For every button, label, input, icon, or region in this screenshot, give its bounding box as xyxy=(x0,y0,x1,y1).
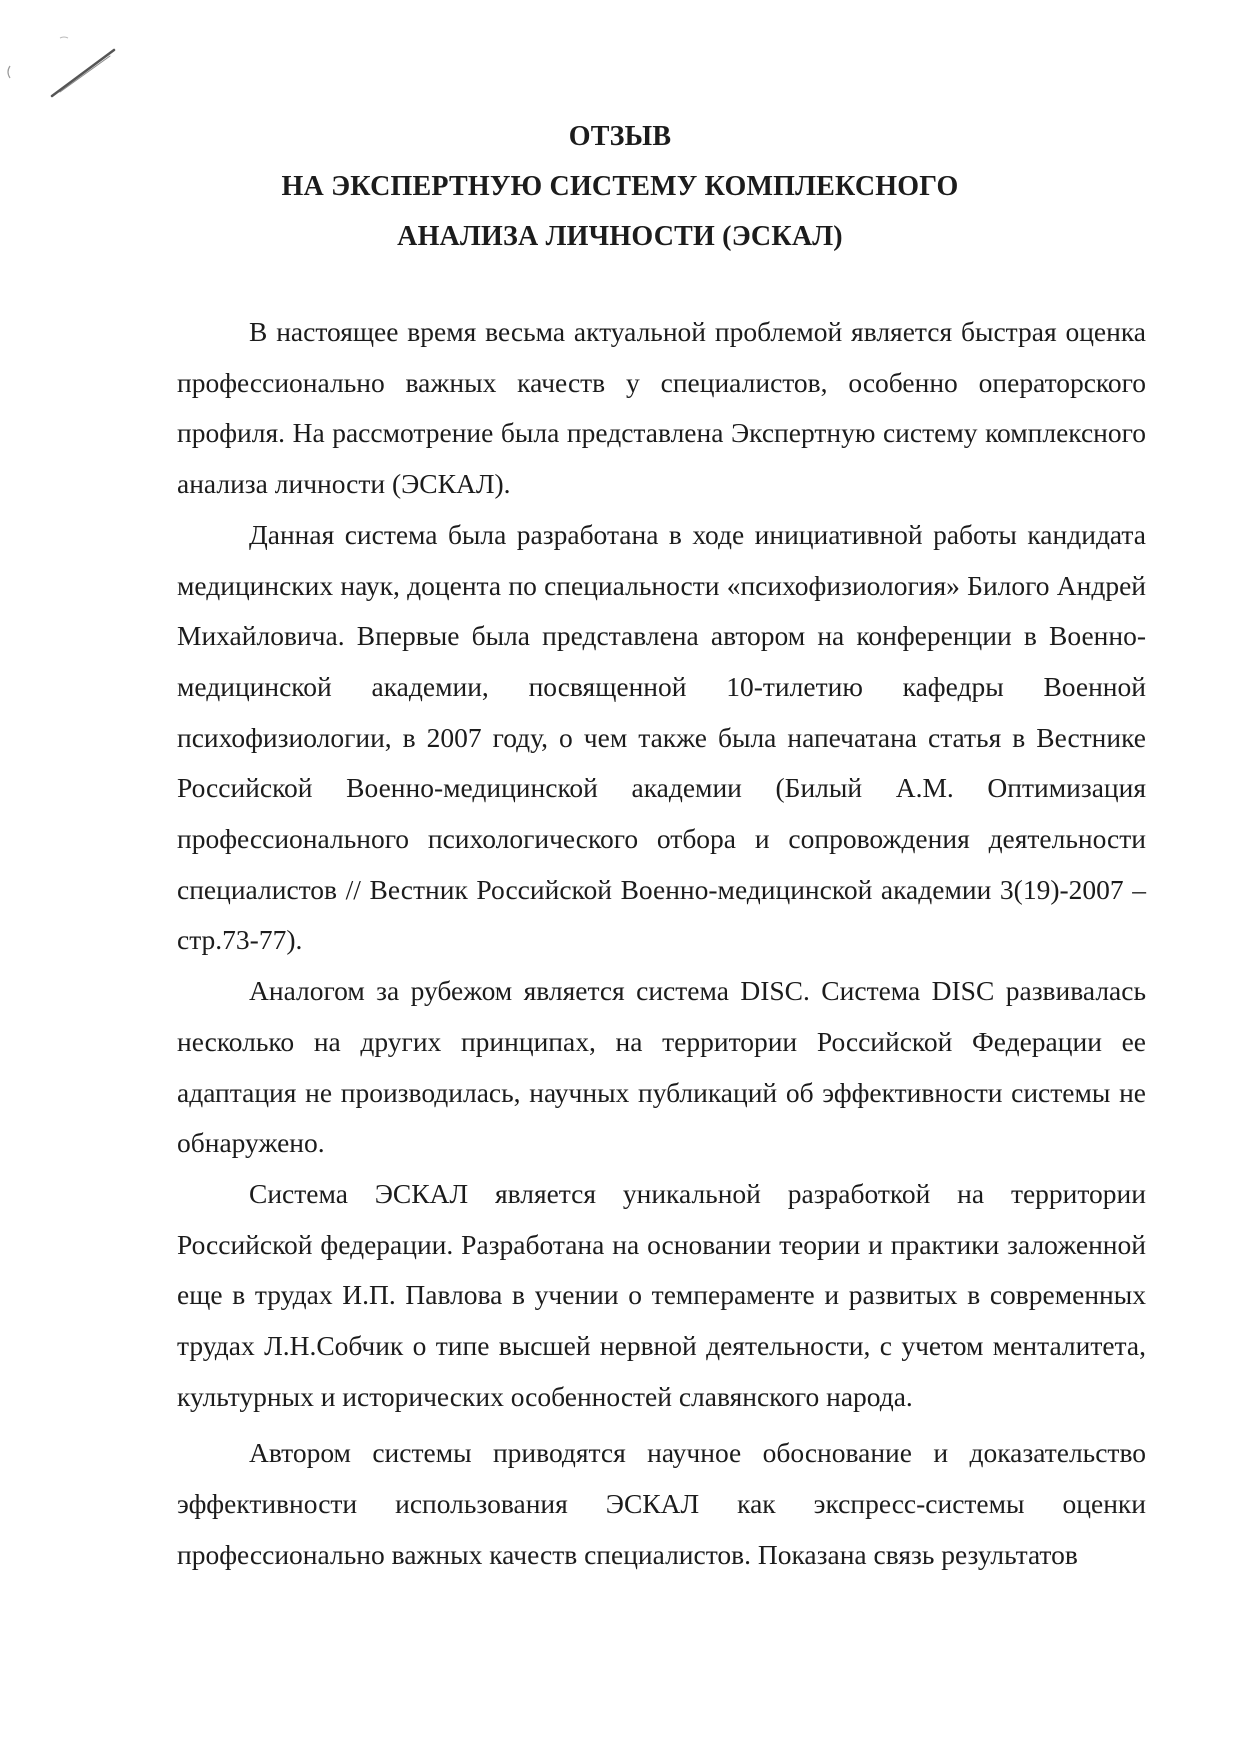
title-line-2: НА ЭКСПЕРТНУЮ СИСТЕМУ КОМПЛЕКСНОГО xyxy=(281,171,959,202)
title-line-1: ОТЗЫВ xyxy=(568,121,672,152)
document-title xyxy=(0,112,1240,262)
paragraph-intro: В настоящее время весьма актуальной проблемой является быстрая оценка профессионально важных качеств у специалистов, особенно операторского профиля. На рассмотрение была представлена Экспертную систему комплексного анализа личности (ЭСКАЛ). xyxy=(177,316,1146,500)
pen-stroke-mark xyxy=(0,0,140,120)
title-line-3: АНАЛИЗА ЛИЧНОСТИ (ЭСКАЛ) xyxy=(397,221,843,252)
document-body xyxy=(177,307,1146,1581)
paragraph-origin: Данная система была разработана в ходе инициативной работы кандидата медицинских наук, доцента по специальности «психофизиология» Билого Андрей Михайловича. Впервые была представлена автором на конференции в Военно-медицинской академии, посвященной 10-тилетию кафедры Военной психофизиологии, в 2007 году, о чем также была напечатана статья в Вестнике Российской Военно-медицинской академии (Билый А.М. Оптимизация профессионального психологического отбора и сопровождения деятельности специалистов // Вестник Российской Военно-медицинской академии 3(19)-2007 – стр.73-77). xyxy=(177,518,1146,956)
paragraph-uniqueness: Система ЭСКАЛ является уникальной разработкой на территории Российской федерации. Разработана на основании теории и практики заложенной еще в трудах И.П. Павлова в учении о темпераменте и развитых в современных трудах Л.Н.Собчик о типе высшей нервной деятельности, с учетом менталитета, культурных и исторических особенностей славянского народа. xyxy=(177,1177,1146,1412)
paragraph-analog: Аналогом за рубежом является система DISC. Система DISC развивалась несколько на других принципах, на территории Российской Федерации ее адаптация не производилась, научных публикаций об эффективности системы не обнаружено. xyxy=(177,975,1146,1159)
paragraph-evidence: Автором системы приводятся научное обоснование и доказательство эффективности использования ЭСКАЛ как экспресс-системы оценки профессионально важных качеств специалистов. Показана связь результатов xyxy=(177,1437,1146,1570)
